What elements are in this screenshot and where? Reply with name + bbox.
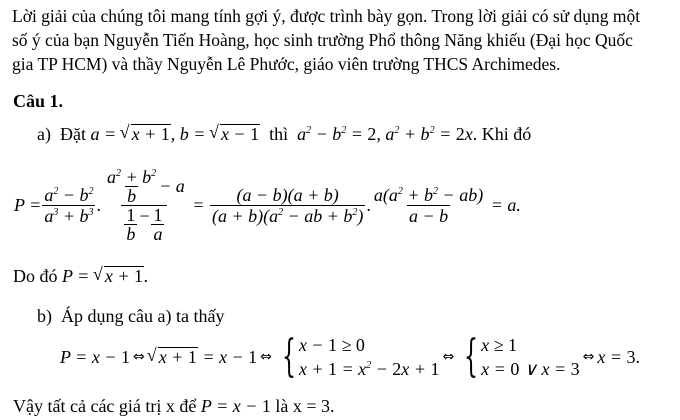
part-a-statement: [37, 124, 531, 145]
part-a-text-khi-do: . Khi đó: [472, 124, 532, 144]
part-a-conclusion-prefix: Do đó: [13, 266, 58, 286]
part-a-text-thi: thì: [269, 124, 289, 144]
part-a-conclusion: [13, 266, 148, 287]
intro-paragraph: [12, 4, 680, 76]
formula-p-result: P = √ x + 1.: [62, 266, 148, 286]
question-heading: Câu 1.: [13, 91, 64, 111]
part-a-label: a): [37, 124, 51, 144]
intro-line-3: gia TP HCM) và thầy Nguyễn Lê Phước, giáo viên trường THCS Archimedes.: [12, 54, 561, 74]
intro-line-1: Lời giải của chúng tôi mang tính gợi ý, được trình bày gọn. Trong lời giải có sử dụng một: [12, 6, 641, 26]
formula-part-b-solution: P = x − 1 ⇔ √ x + 1 = x − 1 ⇔ { x − 1 ≥ 0 $x + 1 = x^2 - 2x + 1$ ⇔ { x ≥ 1 x = 0 ∨ x = 3 ⇔ x = 3.: [60, 332, 640, 382]
part-b-label: b): [37, 306, 52, 326]
formula-substitution: a = √ x + 1, b = √ x − 1: [90, 124, 264, 144]
part-b-intro: Áp dụng câu a) ta thấy: [61, 306, 225, 326]
part-b-statement: [37, 306, 224, 327]
part-a-text-dat: Đặt: [59, 124, 86, 144]
part-b-conclusion-mid: là x = 3.: [275, 396, 335, 416]
intro-line-2: số ý của bạn Nguyễn Tiến Hoàng, học sinh trường Phổ thông Năng khiếu (Đại học Quốc: [12, 30, 633, 50]
formula-p-condition: P = x − 1: [200, 396, 271, 416]
formula-p-derivation: P = $\frac{a^2 - b^2}{a^3 + b^3}$ . $\frac{a^2 + b^2}{b}$ − a $\frac{1}{b}$ − $\frac{1}{a}$ = $\frac{(a - b)(a + b)}{(a + b)(a^2 - ab + b^2)}$ . $\frac{a(a^2 + b^2 - ab)}{a - b}$ = a.: [14, 166, 521, 244]
part-b-conclusion-prefix: Vậy tất cả các giá trị x để: [13, 396, 197, 416]
part-b-conclusion: [13, 396, 335, 417]
formula-identities: $a^2 - b^2 = 2$, $a^2 + b^2 = 2x$: [297, 124, 473, 144]
